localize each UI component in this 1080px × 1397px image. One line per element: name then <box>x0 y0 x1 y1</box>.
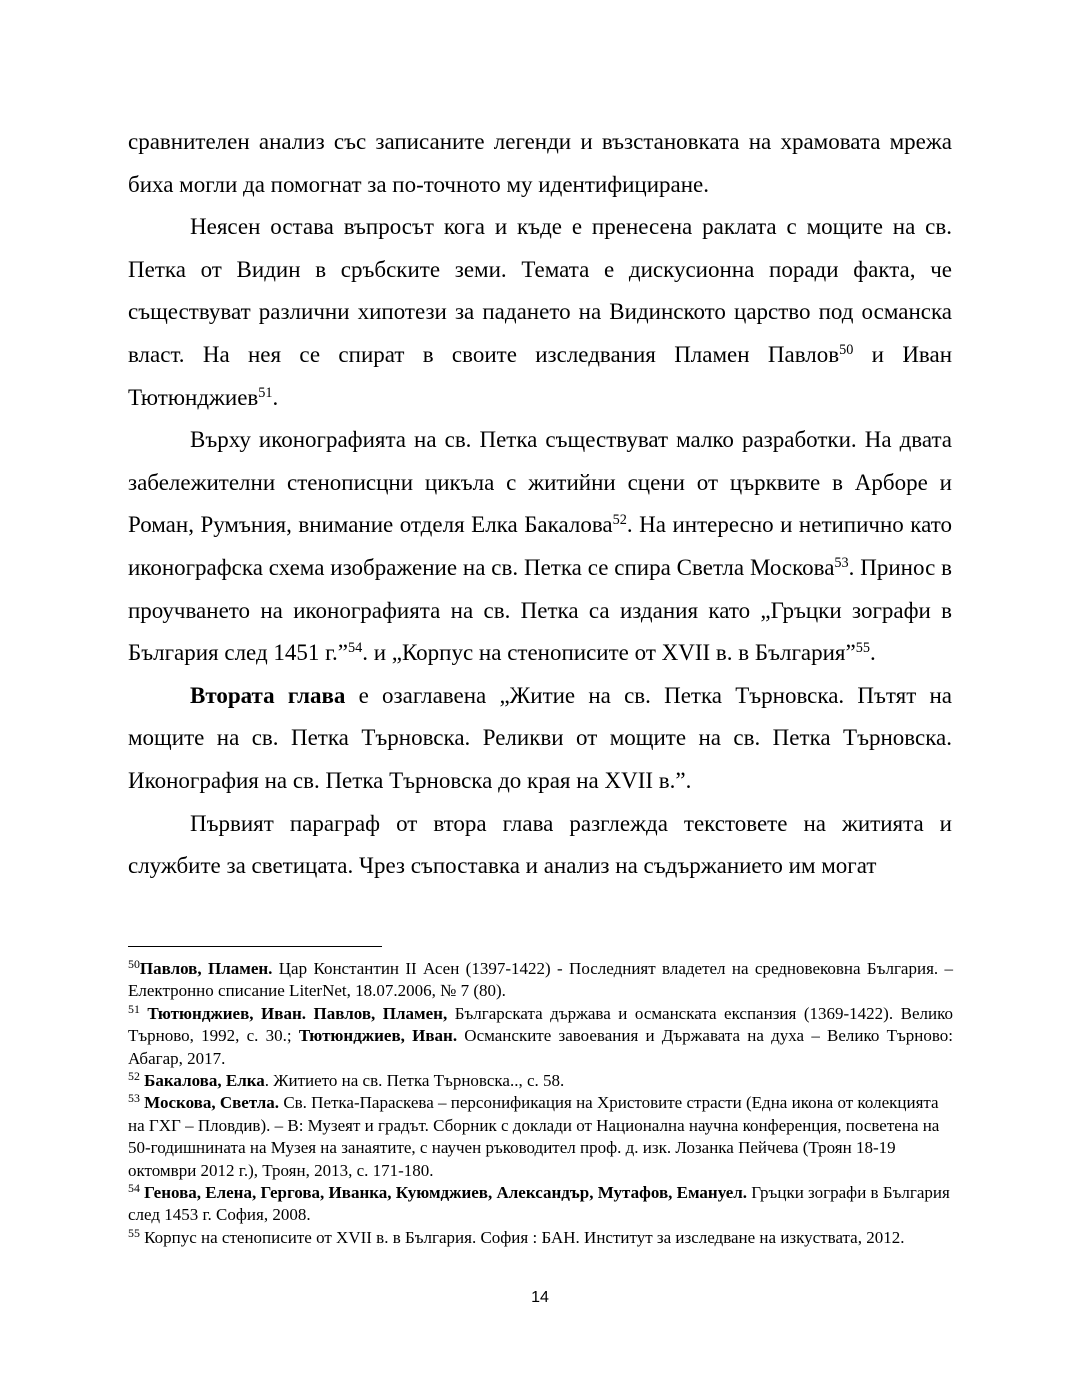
paragraph-2: Неясен остава въпросът кога и къде е пренесена раклата с мощите на св. Петка от Видин в сръбските земи. Темата е дискусионна поради факта, че съществуват различни хипотези за падането на Видинското царство под османска власт. На нея се спират в своите изследвания Пламен Павлов$^{50}$ и Иван Тютюнджиев$^{51}$. <box>128 214 952 410</box>
footnote-ref-55[interactable]: 55 <box>855 640 870 657</box>
footnote-55: $^{55}$ Корпус на стенописите от XVII в. в България. София : БАН. Институт за изследване на изкуствата, 2012. <box>128 1225 905 1247</box>
chapter-heading-inline: Втората глава <box>190 682 346 708</box>
paragraph-4: Втората глава е озаглавена „Житие на св. Петка Търновска. Пътят на мощите на св. Петка Търновска. Реликви от мощите на св. Петка Търновска. Иконография на св. Петка Търновска до края на XVII в.”. <box>128 682 952 793</box>
page-number: 14 <box>531 1289 549 1306</box>
footnote-51: $^{51}$ Тютюнджиев, Иван. Павлов, Пламен, Българската държава и османската експанзия (1369-1422). Велико Търново, 1992, с. 30.; Тютюнджиев, Иван. Османските завоевания и Държавата на духа – Велико Търново: Абагар, 2017. <box>128 1001 954 1068</box>
footnote-52: $^{52}$ Бакалова, Елка. Житието на св. Петка Търновска.., с. 58. <box>128 1069 565 1091</box>
footnote-ref-52[interactable]: 52 <box>612 512 627 529</box>
main-text <box>128 121 952 888</box>
paragraph-3: Върху иконографията на св. Петка съществуват малко разработки. На двата забележителни стенописцни цикъла с житийни сцени от църквите в Арборе и Роман, Румъния, внимание отделя Елка Бакалова$^{52}$. На интересно и нетипично като иконографска схема изображение на св. Петка се спира Светла Москова$^{53}$. Принос в проучването на иконографията на св. Петка са издания като „Гръцки зографи в България след 1451 г.”$^{54}$. и „Корпус на стенописите от XVII в. в България”$^{55}$. <box>128 427 952 666</box>
paragraph-5: Първият параграф от втора глава разглежда текстовете на житията и службите за светицата. Чрез съпоставка и анализ на съдържанието им могат <box>128 810 952 879</box>
footnote-ref-54[interactable]: 54 <box>347 640 363 657</box>
footnote-ref-50[interactable]: 50 <box>839 342 854 359</box>
footnote-50: $^{50}$Павлов, Пламен. Цар Константин II Асен (1397-1422) - Последният владетел на средновековна България. – Електронно списание LiterNet, 18.07.2006, № 7 (80). <box>128 957 953 1001</box>
footnotes <box>128 958 953 1249</box>
paragraph-1: сравнителен анализ със записаните легенди и възстановката на храмовата мрежа биха могли да помогнат за по-точното му идентифициране. <box>128 129 952 197</box>
footnote-53: $^{53}$ Москова, Светла. Св. Петка-Параскева – персонификация на Христовите страсти (Една икона от колекцията на ГХГ – Пловдив). – В: Музеят и градът. Сборник с доклади от Национална научна конференция, посветена на 50-годишнината на Музея на занаятите, с научен ръководител проф. д. изк. Лозанка Пейчева (Троян 18-19 октомври 2012 г.), Троян, 2013, с. 171-180. <box>128 1091 940 1180</box>
footnote-54: $^{54}$ Генова, Елена, Гергова, Иванка, Куюмджиев, Александър, Мутафов, Емануел. Гръцки зографи в България след 1453 г. София, 2008. <box>128 1181 950 1225</box>
footnote-ref-53[interactable]: 53 <box>834 555 849 572</box>
footnote-ref-51[interactable]: 51 <box>258 384 273 401</box>
footnote-separator <box>128 946 382 947</box>
